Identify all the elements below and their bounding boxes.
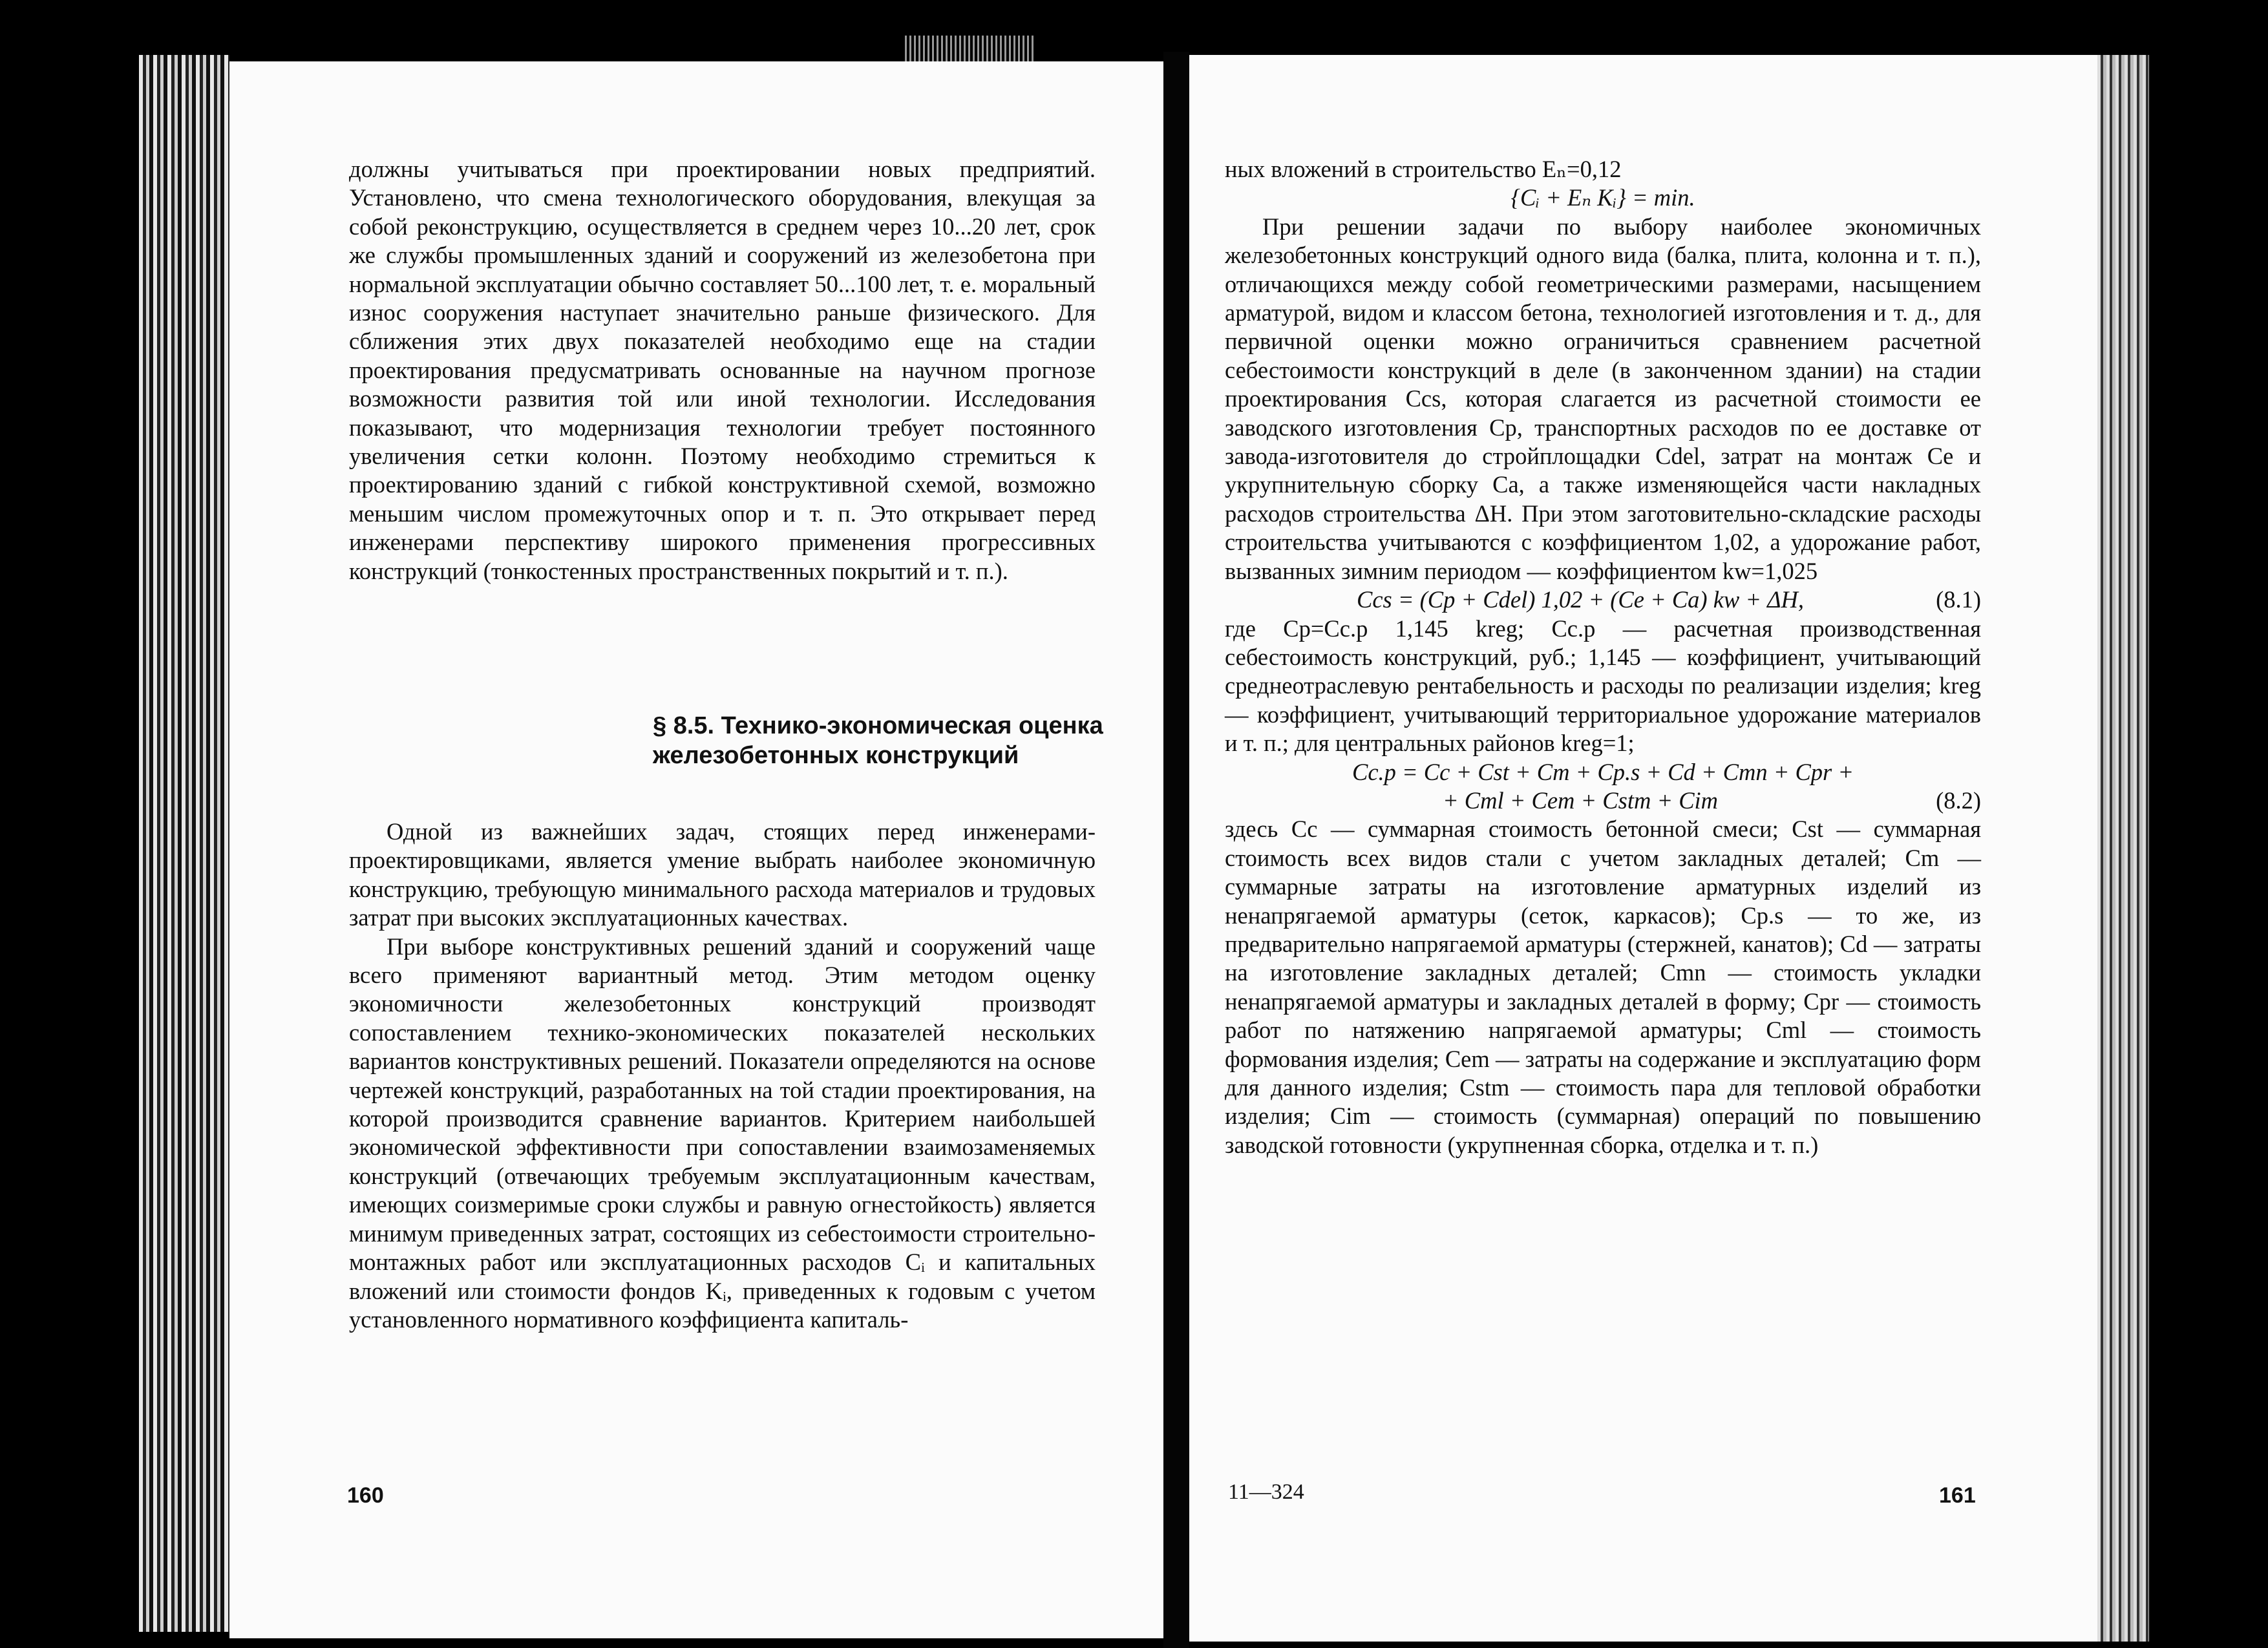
formula-8-2-line-2 bbox=[1225, 787, 1981, 815]
formula-min: {Cᵢ + Eₙ Kᵢ} = min. bbox=[1510, 184, 1695, 211]
book-edge-left bbox=[139, 55, 229, 1632]
page-number-right: 161 bbox=[1939, 1483, 1976, 1508]
paragraph: где Cp=Cc.p 1,145 kreg; Cc.p — расчетная производственная себестоимость конструкций, руб.; 1,145 — коэффициент, учитывающий среднеотраслевую рентабельность и расходы по реализации изделия; kreg — коэффициент, учитывающий территориальное удорожание материалов и т. п.; для центральных районов kreg=1; bbox=[1225, 615, 1981, 757]
paragraph: должны учитываться при проектировании новых предприятий. Установлено, что смена технологического оборудования, влекущая за собой реконструкцию, осуществляется в среднем через 10...20 лет, срок же службы промышленных зданий и сооружений из железобетона при нормальной эксплуатации обычно составляет 50...100 лет, т. е. моральный износ сооружения наступает значительно раньше физического. Для сближения этих двух показателей необходимо еще на стадии проектирования предусматривать основанные на научном прогнозе возможности развития той или иной технологии. Исследования показывают, что модернизация технологии требует постоянного увеличения сетки колонн. Поэтому необходимо стремиться к проектированию зданий с гибкой конструктивной схемой, возможно меньшим числом промежуточных опор и т. п. Это открывает перед инженерами перспективу широкого применения прогрессивных конструкций (тонкостенных пространственных покрытий и т. п.). bbox=[349, 156, 1096, 584]
page-number-left: 160 bbox=[347, 1483, 384, 1508]
formula-8-2-line-1: Cc.p = Cc + Cst + Cm + Cp.s + Cd + Cmn + Cpr + bbox=[1351, 758, 1854, 785]
formula-number: (8.1) bbox=[1936, 586, 1981, 613]
printer-signature: 11—324 bbox=[1228, 1480, 1304, 1504]
paragraph: При выборе конструктивных решений зданий и сооружений чаще всего применяют вариантный метод. Этим методом оценку экономичности железобетонных конструкций производят сопоставлением технико-экономических показателей нескольких вариантов конструктивных решений. Показатели определяются на основе чертежей конструкций, разработанных на той стадии проектирования, на которой производится сравнение вариантов. Критерием наибольшей экономической эффективности при сопоставлении взаимозаменяемых конструкций (отвечающих требуемым эксплуатационным качествам, имеющих соизмеримые сроки службы и равную огнестойкость) является минимум приведенных затрат, состоящих из себестоимости строительно-монтажных работ или эксплуатационных расходов Cᵢ и капитальных вложений или стоимости фондов Kᵢ, приведенных к годовым с учетом установленного нормативного коэффициента капиталь- bbox=[349, 933, 1096, 1333]
book-gutter bbox=[1163, 52, 1189, 1648]
formula-8-1 bbox=[1225, 586, 1981, 614]
formula-body: Ccs = (Cp + Cdel) 1,02 + (Ce + Ca) kw + ΔH, bbox=[1357, 586, 1805, 613]
text-line: ных вложений в строительство Eₙ=0,12 bbox=[1225, 156, 1622, 182]
formula-number: (8.2) bbox=[1936, 787, 1981, 814]
formula-body: + Cml + Cem + Cstm + Cim bbox=[1443, 787, 1719, 814]
paragraph: Одной из важнейших задач, стоящих перед инженерами-проектировщиками, является умение выбрать наиболее экономичную конструкцию, требующую минимального расхода материалов и трудовых затрат при высоких эксплуатационных качествах. bbox=[349, 818, 1096, 931]
scan-artifact bbox=[905, 36, 1034, 61]
section-heading: § 8.5. Технико-экономическая оценка железобетонных конструкций bbox=[653, 712, 1103, 769]
left-page-text-top bbox=[349, 155, 1096, 586]
book-edge-right bbox=[2097, 55, 2149, 1642]
right-page-text bbox=[1225, 155, 1981, 1159]
paragraph: При решении задачи по выбору наиболее экономичных железобетонных конструкций одного вида (балка, плита, колонна и т. п.), отличающихся между собой геометрическими размерами, насыщением арматурой, видом и классом бетона, технологией изготовления и т. д., для первичной оценки можно ограничиться сравнением расчетной себестоимости конструкций в деле (в законченном здании) на стадии проектирования Ccs, которая слагается из расчетной стоимости ее заводского изготовления Cp, транспортных расходов по ее доставке от завода-изготовителя до стройплощадки Cdel, затрат на монтаж Ce и укрупнительную сборку Ca, а также изменяющейся части накладных расходов строительства ΔH. При этом заготовительно-складские расходы строительства учитываются с коэффициентом 1,02, а удорожание работ, вызванных зимним периодом — коэффициентом kw=1,025 bbox=[1225, 213, 1981, 584]
left-page-text-bottom bbox=[349, 818, 1096, 1334]
paragraph: здесь Cc — суммарная стоимость бетонной смеси; Cst — суммарная стоимость всех видов стали с учетом закладных деталей; Cm — суммарные затраты на изготовление арматурных изделий из ненапрягаемой арматуры (сеток, каркасов); Cp.s — то же, из предварительно напрягаемой арматуры (стержней, канатов); Cd — затраты на изготовление закладных деталей; Cmn — стоимость укладки ненапрягаемой арматуры и закладных деталей в форму; Cpr — стоимость работ по натяжению напрягаемой арматуры; Cml — стоимость формования изделия; Cem — затраты на содержание и эксплуатацию форм для данного изделия; Cstm — стоимость пара для тепловой обработки изделия; Cim — стоимость (суммарная) операций по повышению заводской готовности (укрупненная сборка, отделка и т. п.) bbox=[1225, 816, 1981, 1158]
